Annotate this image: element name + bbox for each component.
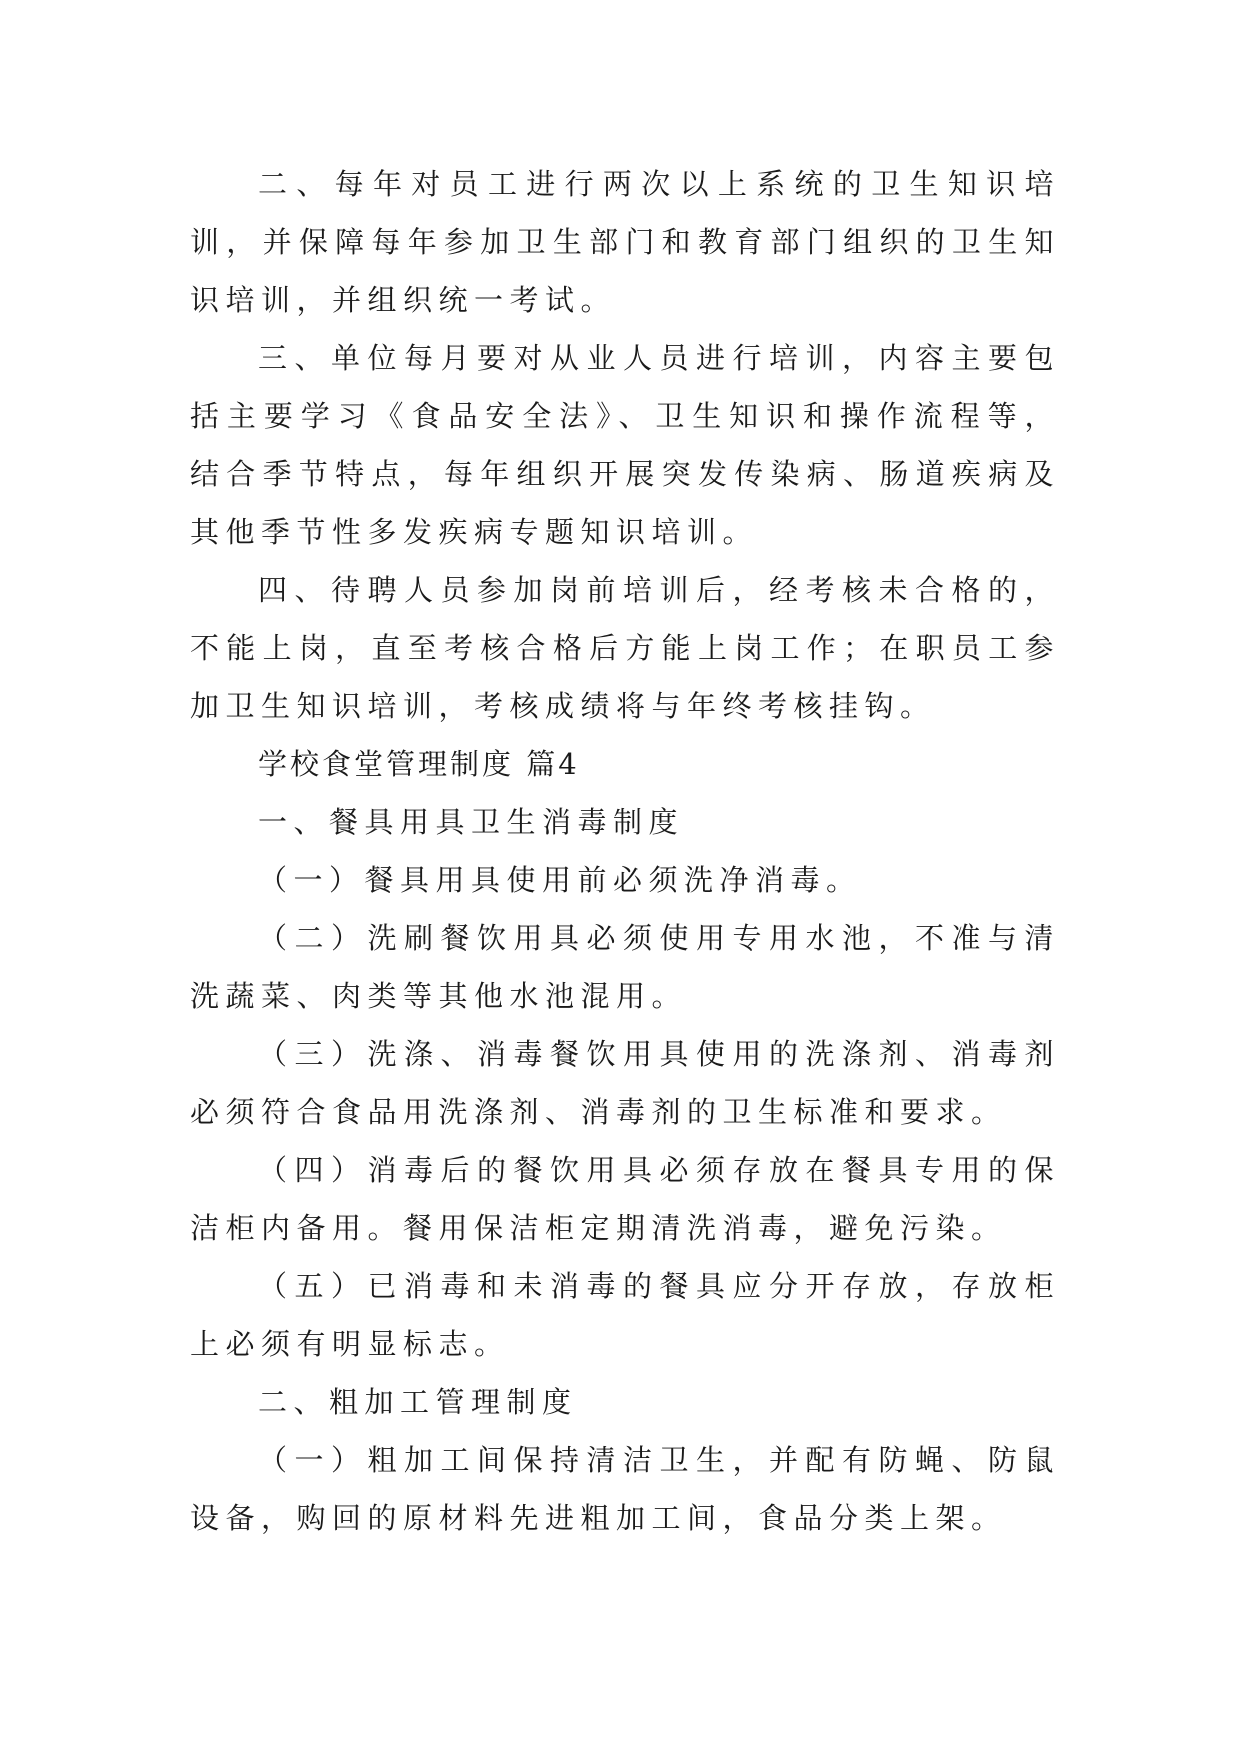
item-tableware-1: （一）餐具用具使用前必须洗净消毒。 bbox=[258, 863, 862, 897]
heading-tableware-disinfection: 一、餐具用具卫生消毒制度 bbox=[258, 805, 685, 839]
item-tableware-2: （二）洗刷餐饮用具必须使用专用水池，不准与清洗蔬菜、肉类等其他水池混用。 bbox=[190, 921, 1060, 1013]
section-title-chapter-4: 学校食堂管理制度 篇4 bbox=[258, 747, 580, 781]
paragraph-training-twice-yearly: 二、每年对员工进行两次以上系统的卫生知识培训，并保障每年参加卫生部门和教育部门组织的卫生知识培训，并组织统一考试。 bbox=[190, 167, 1060, 317]
item-rough-processing-1: （一）粗加工间保持清洁卫生，并配有防蝇、防鼠设备，购回的原材料先进粗加工间，食品分类上架。 bbox=[190, 1443, 1060, 1535]
paragraph-monthly-training: 三、单位每月要对从业人员进行培训，内容主要包括主要学习《食品安全法》、卫生知识和操作流程等，结合季节特点，每年组织开展突发传染病、肠道疾病及其他季节性多发疾病专题知识培训。 bbox=[190, 341, 1060, 549]
paragraph-pre-job-training: 四、待聘人员参加岗前培训后，经考核未合格的，不能上岗，直至考核合格后方能上岗工作；在职员工参加卫生知识培训，考核成绩将与年终考核挂钩。 bbox=[190, 573, 1060, 723]
heading-rough-processing: 二、粗加工管理制度 bbox=[258, 1385, 578, 1419]
item-tableware-5: （五）已消毒和未消毒的餐具应分开存放，存放柜上必须有明显标志。 bbox=[190, 1269, 1060, 1361]
document-body bbox=[190, 155, 1060, 1547]
item-tableware-3: （三）洗涤、消毒餐饮用具使用的洗涤剂、消毒剂必须符合食品用洗涤剂、消毒剂的卫生标准和要求。 bbox=[190, 1037, 1060, 1129]
item-tableware-4: （四）消毒后的餐饮用具必须存放在餐具专用的保洁柜内备用。餐用保洁柜定期清洗消毒，避免污染。 bbox=[190, 1153, 1060, 1245]
